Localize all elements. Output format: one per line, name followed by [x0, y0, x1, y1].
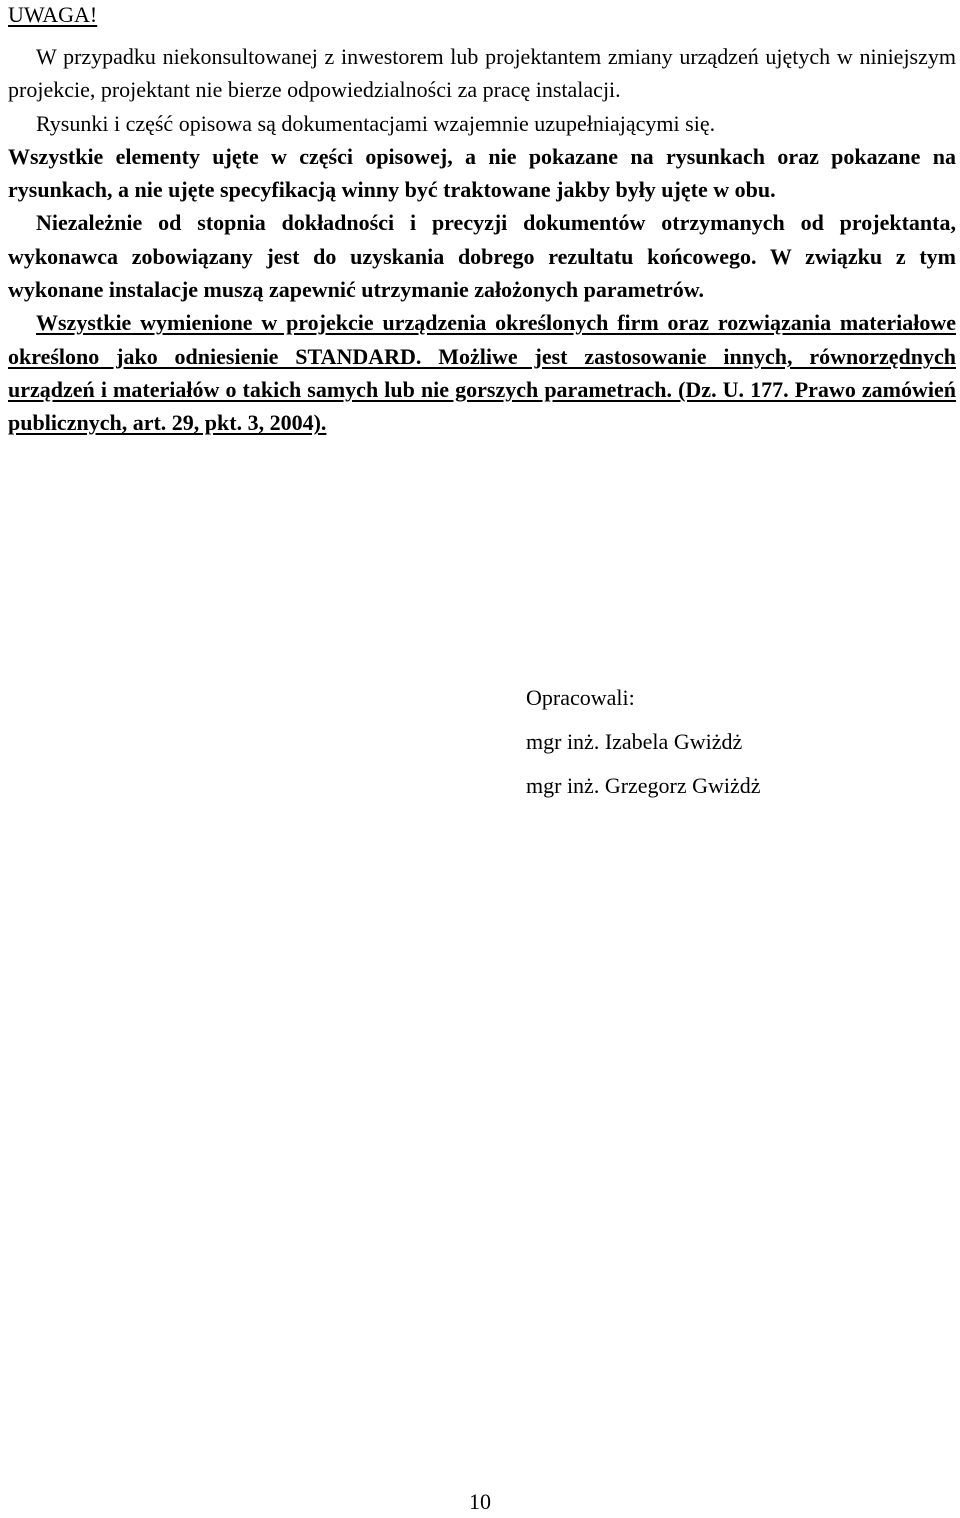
- author-name: mgr inż. Grzegorz Gwiżdż: [526, 773, 761, 798]
- paragraph-standard: Wszystkie wymienione w projekcie urządzenia określonych firm oraz rozwiązania materiałowe określono jako odniesienie STANDARD. Możliwe jest zastosowanie innych, równorzędnych urządzeń i materiałów o takich samych lub nie gorszych parametrach. (Dz. U. 177. Prawo zamówień publicznych, art. 29, pkt. 3, 2004).: [8, 310, 956, 436]
- body-text: [8, 40, 956, 440]
- authors-label: Opracowali:: [526, 685, 635, 710]
- page-number: 10: [469, 1489, 491, 1514]
- paragraph-drawings: Rysunki i część opisowa są dokumentacjami wzajemnie uzupełniającymi się.: [36, 110, 716, 136]
- paragraph-contractor: Niezależnie od stopnia dokładności i precyzji dokumentów otrzymanych od projektanta, wykonawca zobowiązany jest do uzyskania dobrego rezultatu końcowego. W związku z tym wykonane instalacje muszą zapewnić utrzymanie założonych parametrów.: [8, 210, 956, 303]
- paragraph-elements: Wszystkie elementy ujęte w części opisowej, a nie pokazane na rysunkach oraz pokazane na rysunkach, a nie ujęte specyfikacją winny być traktowane jakby były ujęte w obu.: [8, 143, 956, 203]
- paragraph-responsibility: W przypadku niekonsultowanej z inwestorem lub projektantem zmiany urządzeń ujętych w niniejszym projekcie, projektant nie bierze odpowiedzialności za pracę instalacji.: [8, 44, 956, 103]
- author-name: mgr inż. Izabela Gwiżdż: [526, 729, 743, 754]
- authors-block: [526, 676, 761, 808]
- warning-heading: UWAGA!: [8, 2, 98, 27]
